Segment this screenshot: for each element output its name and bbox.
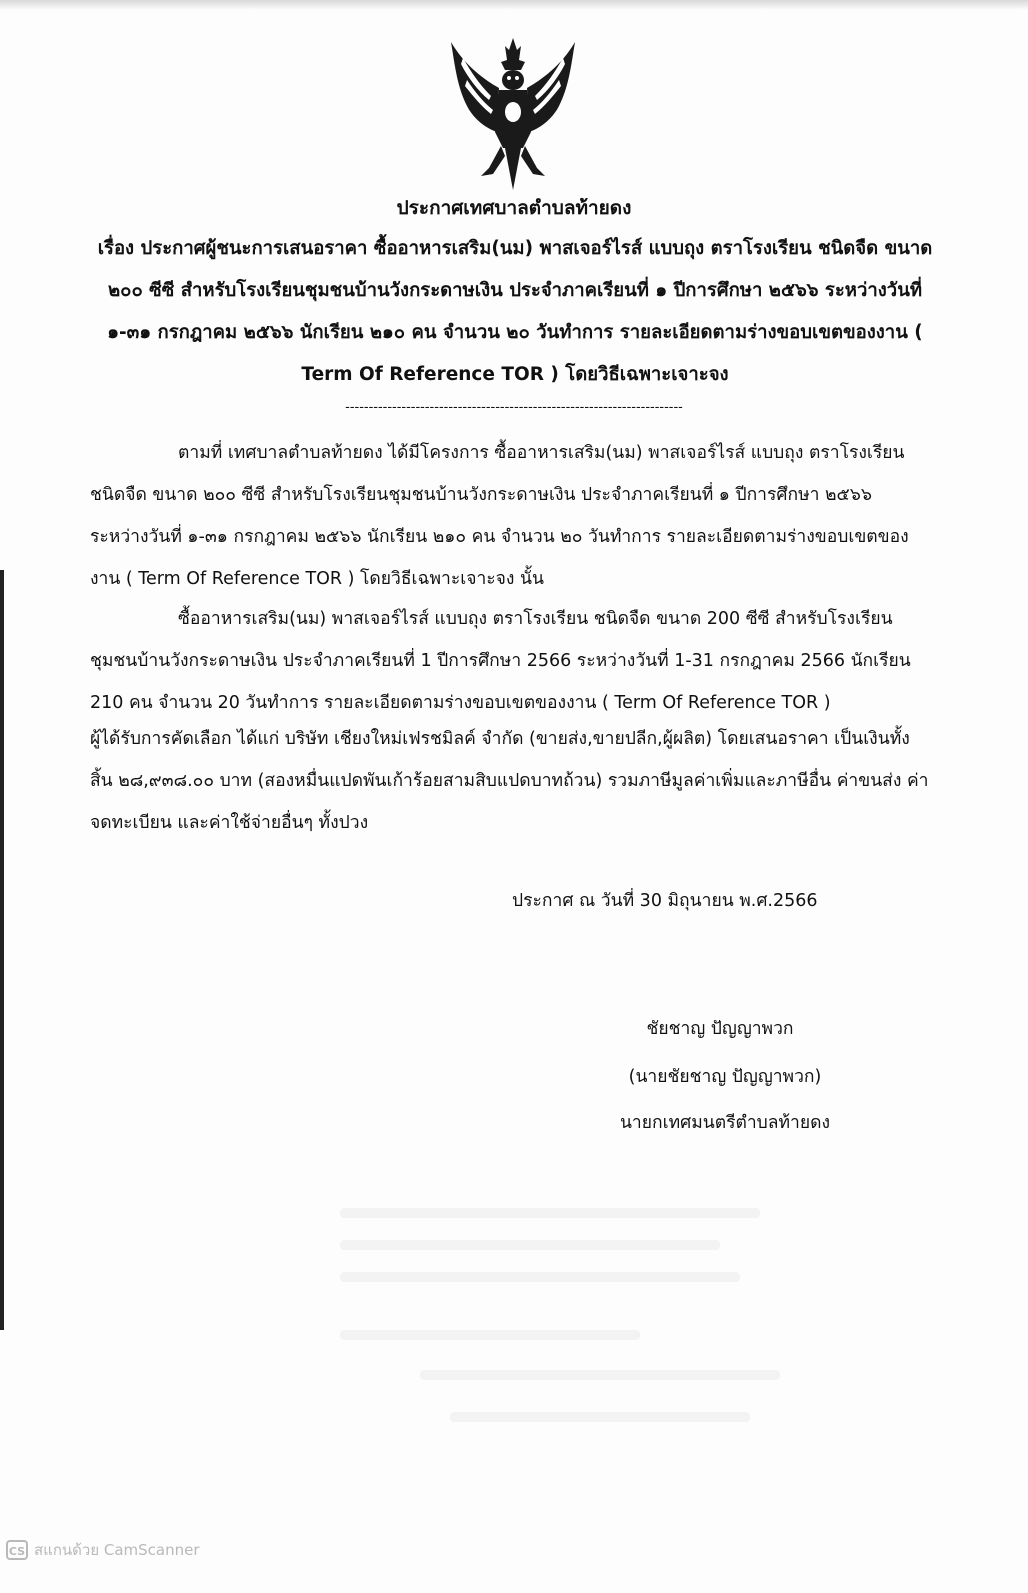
- announcement-date: ประกาศ ณ วันที่ 30 มิถุนายน พ.ศ.2566: [512, 891, 818, 911]
- paragraph-item: [90, 598, 930, 724]
- announcement-subject: เรื่อง ประกาศผู้ชนะการเสนอราคา ซื้ออาหารเสริม(นม) พาสเจอร์ไรส์ แบบถุง ตราโรงเรียน ชนิดจืด ขนาด ๒๐๐ ซีซี สำหรับโรงเรียนชุมชนบ้านวังกระดาษเงิน ประจำภาคเรียนที่ ๑ ปีการศึกษา ๒๕๖๖ ระหว่างวันที่ ๑-๓๑ กรกฎาคม ๒๕๖๖ นักเรียน ๒๑๐ คน จำนวน ๒๐ วันทำการ รายละเอียดตามร่างขอบเขตของงาน ( Term Of Reference TOR ) โดยวิธีเฉพาะเจาะจง: [97, 238, 933, 385]
- bleed-through-mark: [450, 1412, 750, 1422]
- paragraph-background: [90, 432, 930, 600]
- announcement-heading: ประกาศเทศบาลตำบลท้ายดง: [396, 197, 632, 219]
- bleed-through-mark: [420, 1370, 780, 1380]
- paragraph-item-text: ซื้ออาหารเสริม(นม) พาสเจอร์ไรส์ แบบถุง ตราโรงเรียน ชนิดจืด ขนาด 200 ซีซี สำหรับโรงเรียนชุมชนบ้านวังกระดาษเงิน ประจำภาคเรียนที่ 1 ปีการศึกษา 2566 ระหว่างวันที่ 1-31 กรกฎาคม 2566 นักเรียน 210 คน จำนวน 20 วันทำการ รายละเอียดตามร่างขอบเขตของงาน ( Term Of Reference TOR ): [90, 609, 911, 713]
- bleed-through-mark: [340, 1240, 720, 1250]
- garuda-emblem-icon: [445, 36, 581, 192]
- bleed-through-mark: [340, 1272, 740, 1282]
- bleed-through-mark: [340, 1208, 760, 1218]
- signature-name: ชัยชาญ ปัญญาพวก: [646, 1019, 794, 1039]
- signature-title: นายกเทศมนตรีตำบลท้ายดง: [619, 1113, 831, 1133]
- paragraph-background-text: ตามที่ เทศบาลตำบลท้ายดง ได้มีโครงการ ซื้ออาหารเสริม(นม) พาสเจอร์ไรส์ แบบถุง ตราโรงเรียน ชนิดจืด ขนาด ๒๐๐ ซีซี สำหรับโรงเรียนชุมชนบ้านวังกระดาษเงิน ประจำภาคเรียนที่ ๑ ปีการศึกษา ๒๕๖๖ ระหว่างวันที่ ๑-๓๑ กรกฎาคม ๒๕๖๖ นักเรียน ๒๑๐ คน จำนวน ๒๐ วันทำการ รายละเอียดตามร่างขอบเขตของงาน ( Term Of Reference TOR ) โดยวิธีเฉพาะเจาะจง นั้น: [90, 443, 909, 589]
- section-divider: ------------------------------------------------------------------------: [345, 400, 683, 415]
- camscanner-watermark: [6, 1538, 200, 1562]
- camscanner-text: สแกนด้วย CamScanner: [34, 1541, 200, 1559]
- scan-left-edge: [0, 570, 4, 1330]
- scan-top-edge: [0, 0, 1028, 10]
- paragraph-winner: ผู้ได้รับการคัดเลือก ได้แก่ บริษัท เชียงใหม่เฟรชมิลค์ จำกัด (ขายส่ง,ขายปลีก,ผู้ผลิต) โดยเสนอราคา เป็นเงินทั้งสิ้น ๒๘,๙๓๘.๐๐ บาท (สองหมื่นแปดพันเก้าร้อยสามสิบแปดบาทถ้วน) รวมภาษีมูลค่าเพิ่มและภาษีอื่น ค่าขนส่ง ค่าจดทะเบียน และค่าใช้จ่ายอื่นๆ ทั้งปวง: [90, 729, 929, 833]
- bleed-through-mark: [340, 1330, 640, 1340]
- camscanner-logo-icon: CS: [6, 1540, 28, 1560]
- signature-fullname: (นายชัยชาญ ปัญญาพวก): [628, 1067, 822, 1087]
